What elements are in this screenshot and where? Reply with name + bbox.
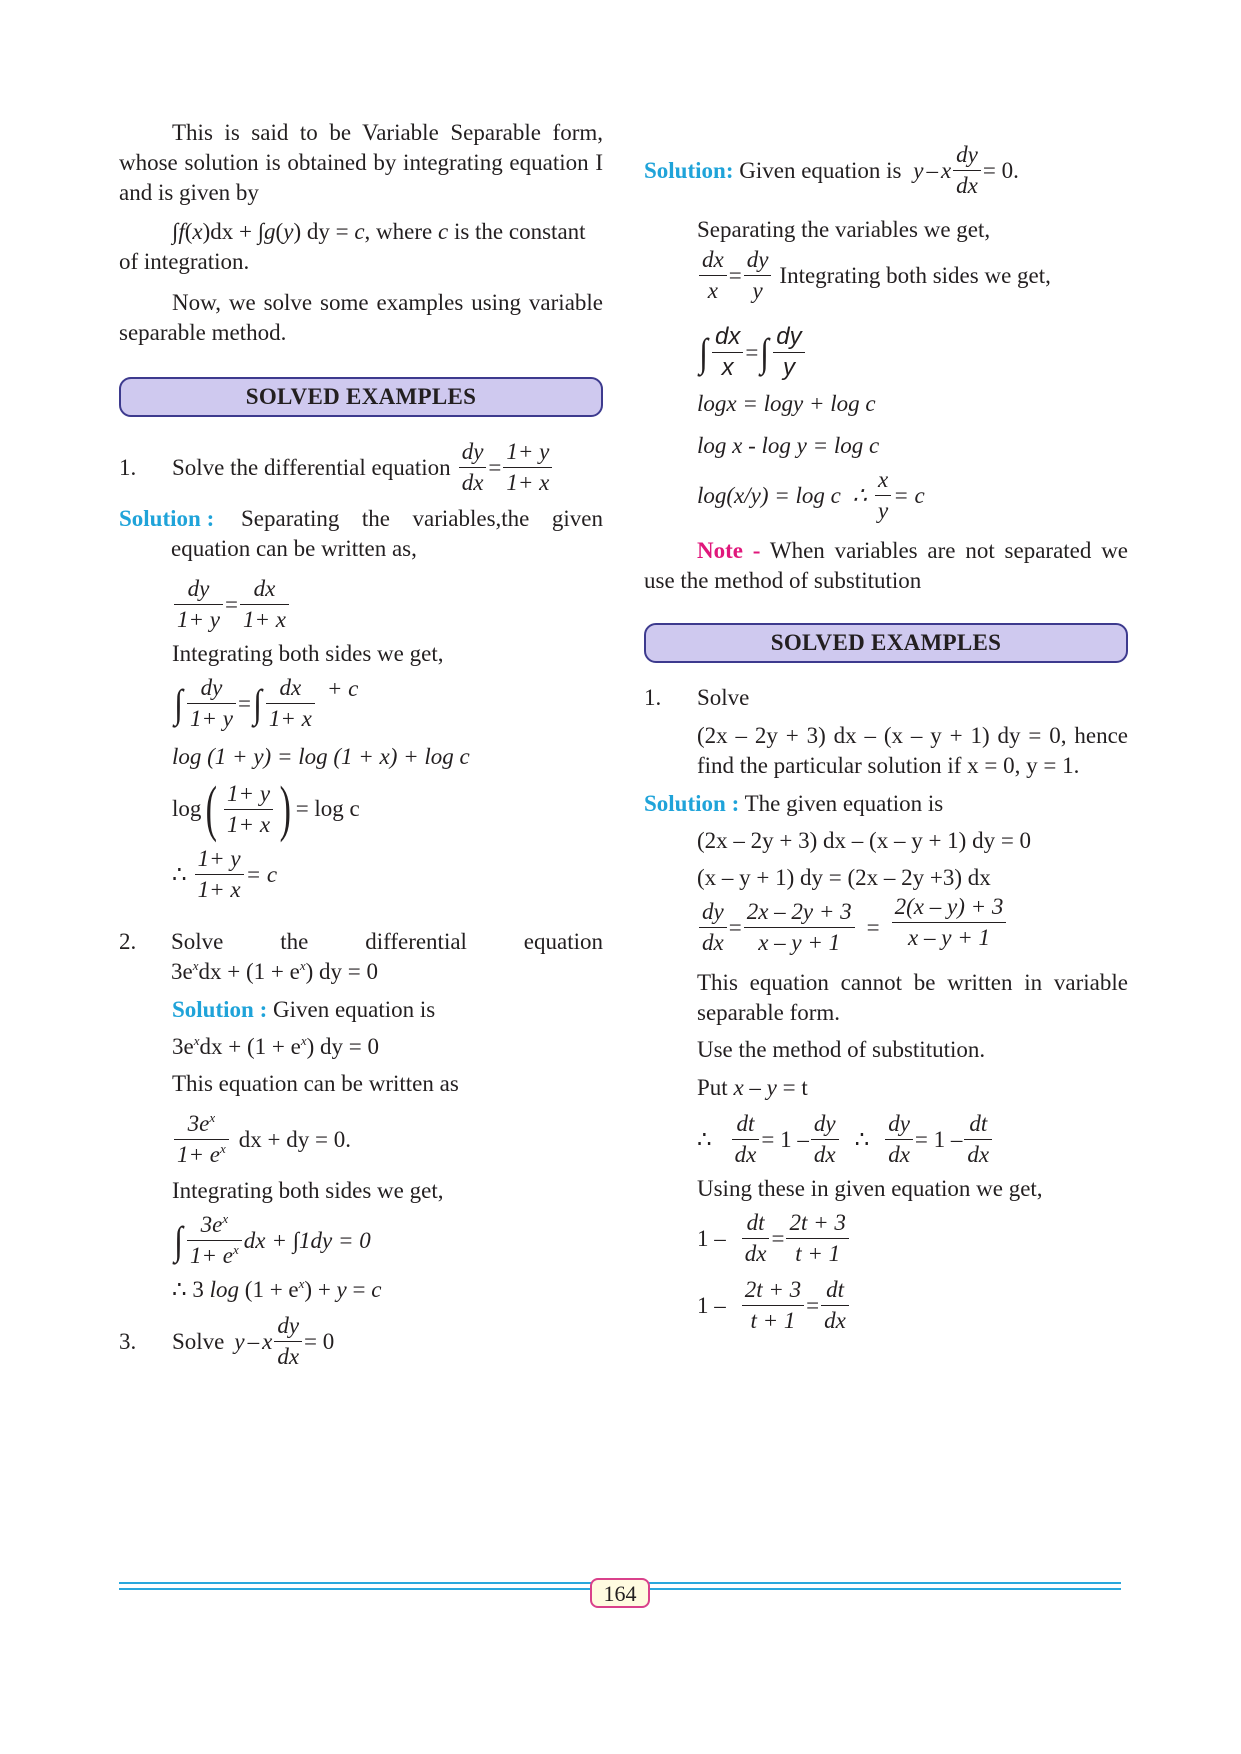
final-eq-1: 1 – $\frac{dt}{dx}$ = $\frac{2t + 3}{t + 1}$ (644, 1208, 1128, 1269)
dy-dx-fraction: $\frac{dy}{dx}$ = $\frac{2x - 2y + 3}{x - y + 1}$ = $\frac{2(x - y) + 3}{x - y + 1}$ (644, 897, 1128, 958)
intro-paragraph: This is said to be Variable Separable form, whose solution is obtained by integrating equation I and is given by (119, 120, 603, 205)
log-step-2: log x - log y = log c (697, 433, 880, 458)
using-text: Using these in given equation we get, (697, 1176, 1043, 1201)
note-paragraph: Note - When variables are not separated we use the method of substitution (644, 538, 1129, 593)
substitution-derivatives: ∴ $\frac{dt}{dx}$ = 1 – $\frac{dy}{dx}$ ∴ $\frac{dy}{dx}$ = 1 – $\frac{dt}{dx}$ (644, 1109, 1128, 1170)
integral-equation: ∫ $\frac{dy}{1+ y}$ = ∫ $\frac{dx}{1+ x}$ + c (174, 675, 359, 731)
cannot-text: This equation cannot be written in variable separable form. (697, 970, 1128, 1025)
log-ratio-equation: log ( $\frac{1+ y}{1+ x}$ ) = log c (172, 775, 360, 843)
written-as-text: This equation can be written as (172, 1071, 459, 1096)
example-2: 2. Solve the differential equation $3e^xdx + (1 + e^x)$ dy = 0 (119, 929, 603, 984)
now-paragraph: Now, we solve some examples using variable separable method. (119, 290, 603, 345)
integral-formula: ∫f(x)dx + ∫g(y) dy = c, where c is the constant (172, 219, 586, 244)
separated-right: $\frac{dx}{x}$ = $\frac{dy}{y}$ Integrating both sides we get, (644, 245, 1128, 306)
result-ratio: ∴ $\frac{1+ y}{1+ x}$ = c (172, 846, 278, 902)
solved-examples-banner: SOLVED EXAMPLES (119, 377, 603, 417)
put-text: Put x – y = t (697, 1075, 808, 1100)
fraction-equation: $\frac{3e^x}{1+ e^x}$ dx + dy = 0. (119, 1109, 603, 1170)
log-step-3: log(x/y) = log c ∴ $\frac{x}{y}$ = c (697, 467, 925, 523)
example-r1: 1. Solve (644, 685, 750, 710)
separating-text: Separating the variables we get, (697, 217, 991, 242)
given-eq-2: (x – y + 1) dy = (2x – 2y +3) dx (697, 865, 991, 890)
separated-equation: $\frac{dy}{1+ y}$ = $\frac{dx}{1+ x}$ (119, 574, 603, 635)
integrating-text-2: Integrating both sides we get, (172, 1178, 444, 1203)
page-number: 164 (590, 1578, 650, 1608)
example-3: 3. Solve y – x $\frac{dy}{dx}$ = 0 (119, 1313, 335, 1369)
integral-equation-2: ∫ $\frac{3e^x}{1+ e^x}$ dx + ∫1dy = 0 (174, 1211, 371, 1268)
solution-r1: Solution : The given equation is (644, 791, 944, 816)
final-eq-2: 1 – $\frac{2t + 3}{t + 1}$ = $\frac{dt}{dx}$ (644, 1275, 1128, 1336)
integration-tail: of integration. (119, 249, 250, 274)
given-eq-1: (2x – 2y + 3) dx – (x – y + 1) dy = 0 (697, 828, 1032, 853)
solved-examples-banner-2: SOLVED EXAMPLES (644, 623, 1128, 663)
right-column (644, 118, 1128, 1336)
example-1: 1. Solve the differential equation $\frac{dy}{dx}$ = $\frac{1+ y}{1+ x}$ (119, 437, 603, 498)
left-column (119, 118, 603, 1372)
example-r1-equation: (2x – 2y + 3) dx – (x – y + 1) dy = 0, hence find the particular solution if x = 0, y = 1. (697, 723, 1128, 778)
solution-given: Solution: Given equation is y – x $\frac{dy}{dx}$ = 0. (644, 142, 1019, 198)
log-step-1: logx = logy + log c (697, 391, 876, 416)
log-equation: log (1 + y) = log (1 + x) + log c (172, 744, 470, 769)
final-result-2: ∴ 3 $\log (1 + e^x) + y = c$ (172, 1276, 382, 1302)
equation-2-repeat: $3e^xdx + (1 + e^x)$ dy = 0 (172, 1033, 379, 1059)
integral-right: ∫ $\frac{dx}{x}$ = ∫ $\frac{dy}{y}$ (644, 322, 1128, 383)
integrating-text: Integrating both sides we get, (172, 641, 444, 666)
method-text: Use the method of substitution. (697, 1037, 986, 1062)
solution-2: Solution : Given equation is (172, 997, 436, 1022)
solution-1: Solution : Separating the variables,the given equation can be written as, (119, 506, 603, 561)
